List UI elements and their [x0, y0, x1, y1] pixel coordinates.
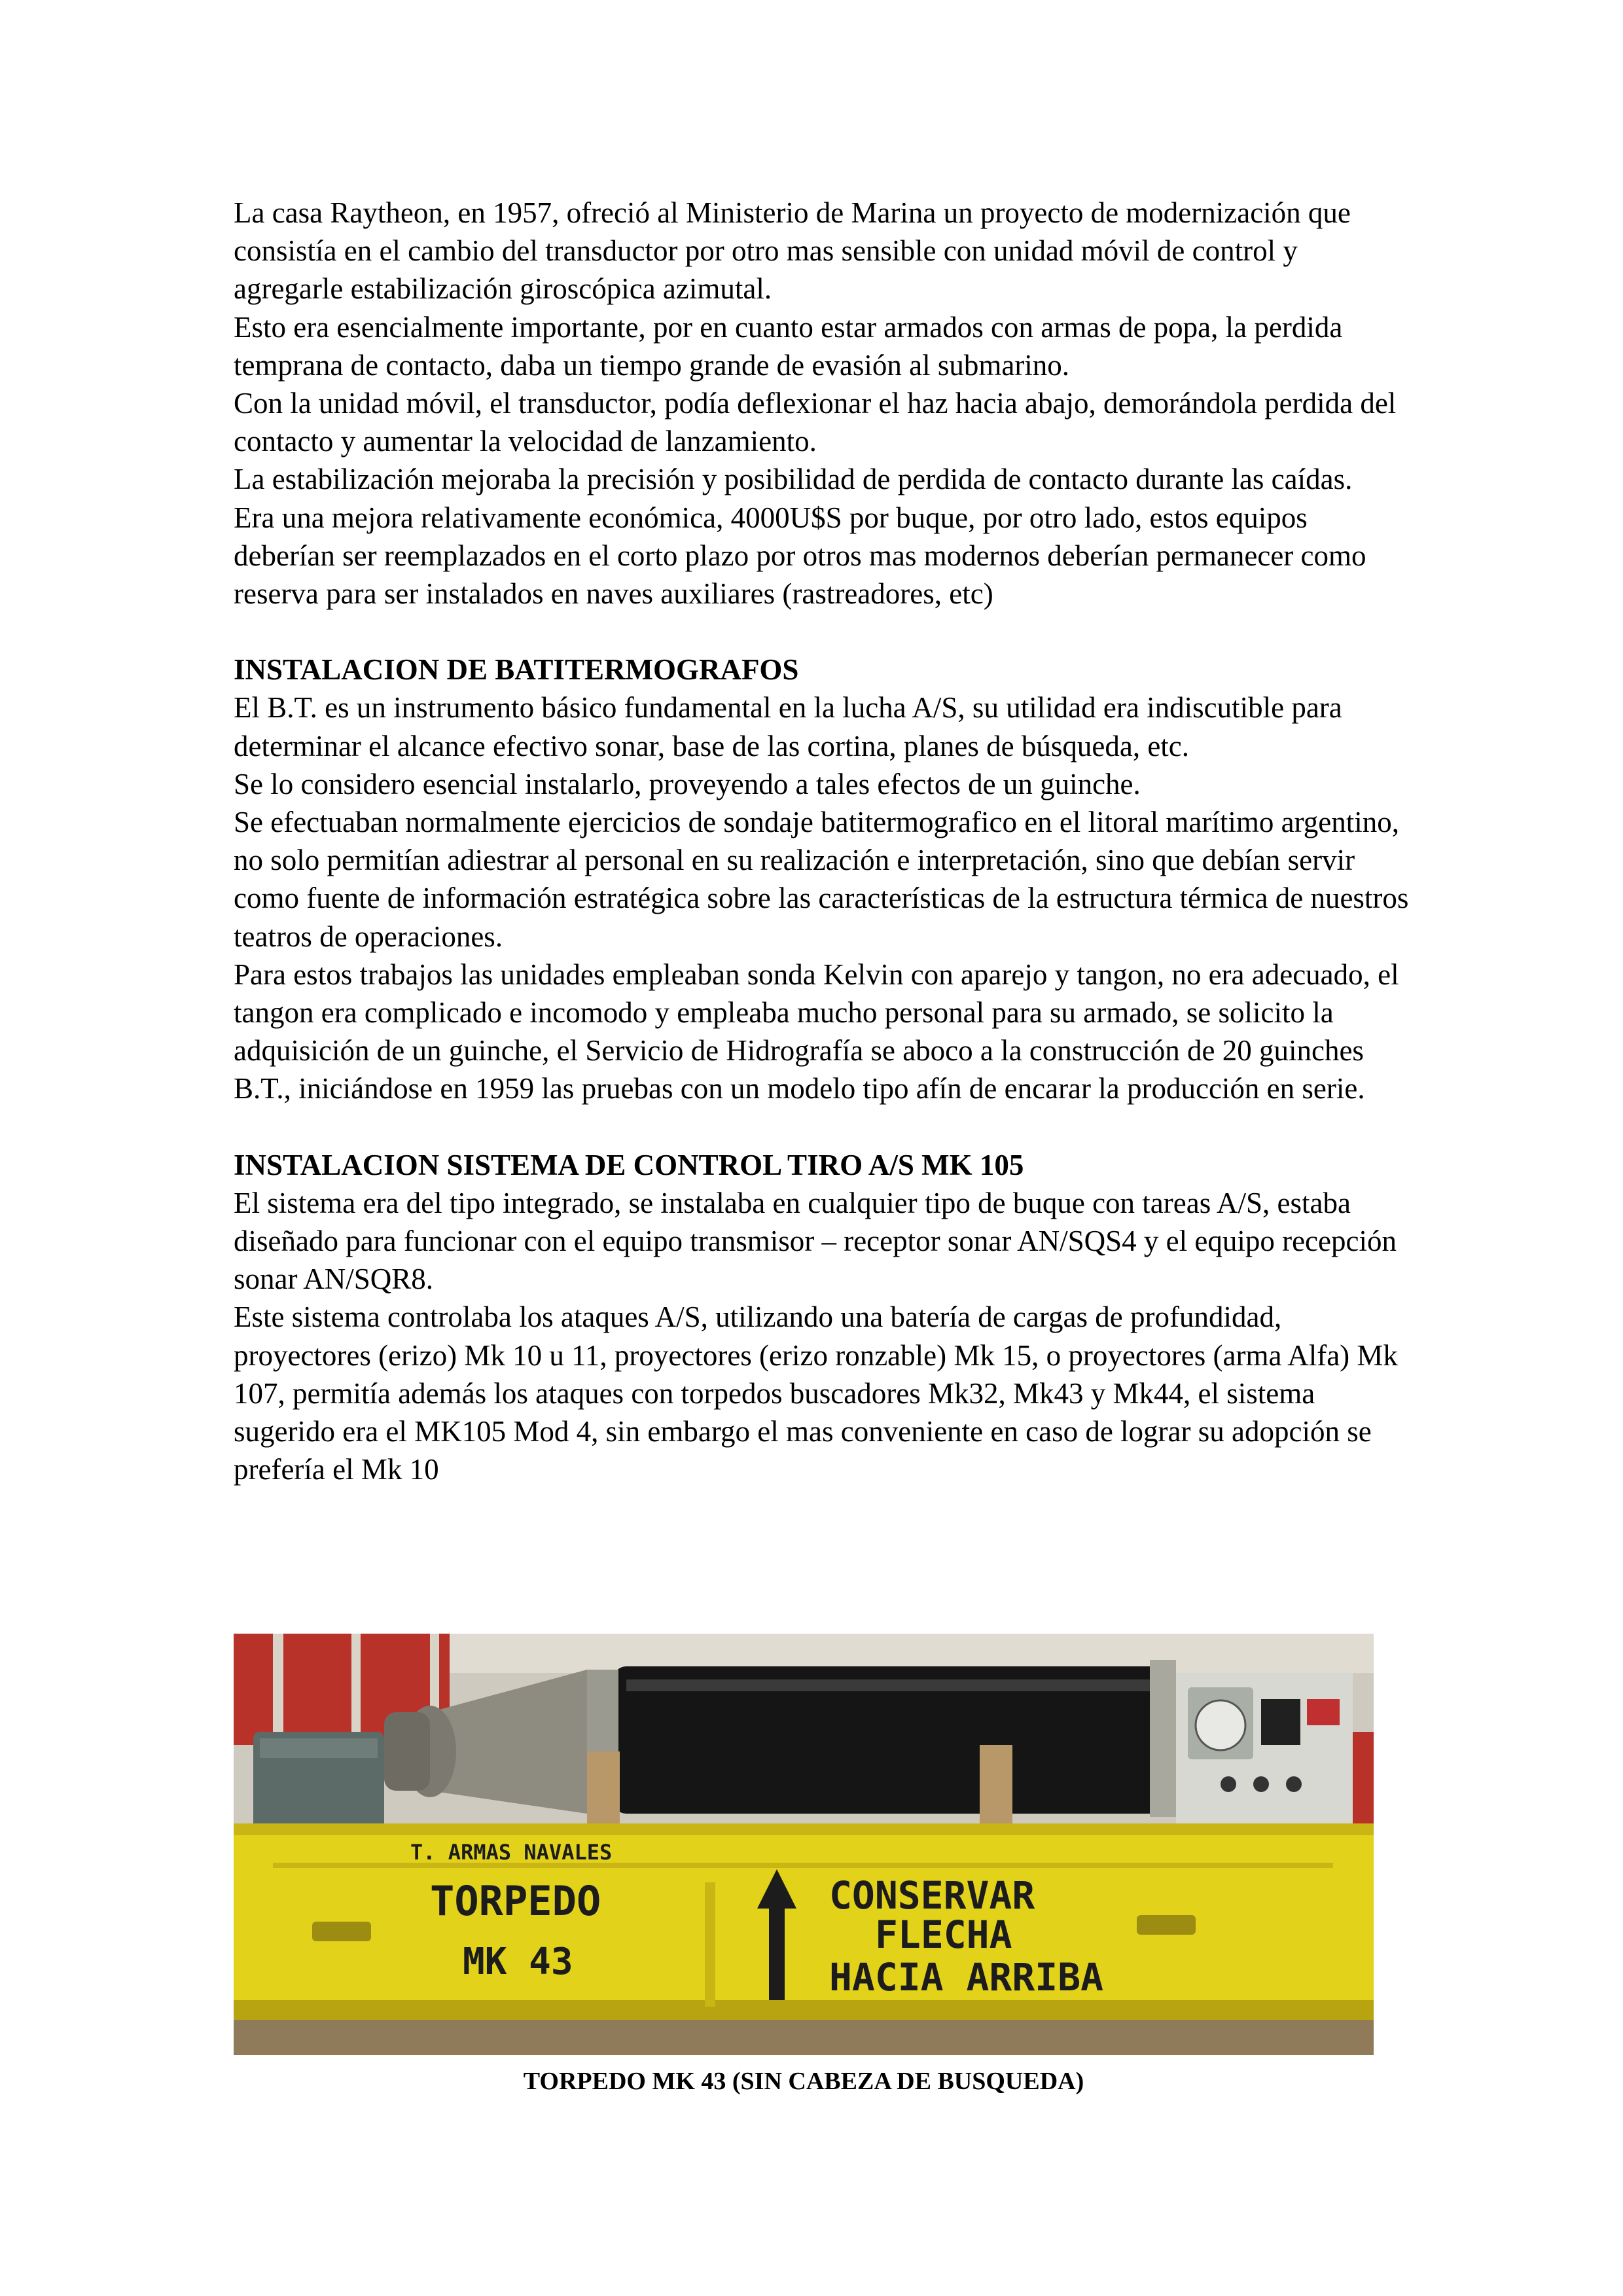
paragraph: El B.T. es un instrumento básico fundamental en la lucha A/S, su utilidad era indiscutible para determinar el alcance efectivo sonar, base de las cortina, planes de búsqueda, etc.	[234, 691, 1342, 762]
paragraph: La estabilización mejoraba la precisión y posibilidad de perdida de contacto durante las caídas.	[234, 463, 1353, 496]
crate-stencil-top: T. ARMAS NAVALES	[410, 1840, 613, 1865]
section-heading-batitermografos: INSTALACION DE BATITERMOGRAFOS	[234, 653, 799, 687]
crate-stencil-conservar: CONSERVAR	[829, 1873, 1035, 1918]
paragraph: Era una mejora relativamente económica, 4000U$S por buque, por otro lado, estos equipos deberían ser reemplazados en el corto plazo por otros mas modernos deberían permanecer como reserva para ser instalados en naves auxiliares (rastreadores, etc)	[234, 501, 1366, 611]
paragraph: Se efectuaban normalmente ejercicios de sondaje batitermografico en el litoral marítimo argentino, no solo permitían adiestrar al personal en su realización e interpretación, sino que debían servir como fuente de información estratégica sobre las características de la estructura térmica de nuestros teatros de operaciones.	[234, 806, 1409, 953]
paragraph: El sistema era del tipo integrado, se instalaba en cualquier tipo de buque con tareas A/S, estaba diseñado para funcionar con el equipo transmisor – receptor sonar AN/SQS4 y el equipo recepción sonar AN/SQR8.	[234, 1186, 1397, 1296]
paragraph: Para estos trabajos las unidades empleaban sonda Kelvin con aparejo y tangon, no era adecuado, el tangon era complicado e incomodo y empleaba mucho personal para su armado, se solicito la adquisición de un guinche, el Servicio de Hidrografía se aboco a la construcción de 20 guinches B.T., iniciándose en 1959 las pruebas con un modelo tipo afín de encarar la producción en serie.	[234, 958, 1399, 1105]
crate-stencil-torpedo: TORPEDO	[430, 1877, 601, 1925]
crate-stencil-mk43: MK 43	[463, 1941, 573, 1983]
paragraph: Con la unidad móvil, el transductor, podía deflexionar el haz hacia abajo, demorándola perdida del contacto y aumentar la velocidad de lanzamiento.	[234, 387, 1397, 458]
crate-stencil-flecha: FLECHA	[875, 1912, 1012, 1957]
paragraph: La casa Raytheon, en 1957, ofreció al Ministerio de Marina un proyecto de modernización que consistía en el cambio del transductor por otro mas sensible con unidad móvil de control y agregarle estabilización giroscópica azimutal.	[234, 196, 1351, 306]
paragraph: Se lo considero esencial instalarlo, proveyendo a tales efectos de un guinche.	[234, 767, 1141, 800]
section-heading-mk105: INSTALACION SISTEMA DE CONTROL TIRO A/S MK 105	[234, 1148, 1024, 1181]
body-text	[234, 194, 1412, 1489]
paragraph: Esto era esencialmente importante, por en cuanto estar armados con armas de popa, la perdida temprana de contacto, daba un tiempo grande de evasión al submarino.	[234, 310, 1343, 382]
torpedo-photo	[234, 1634, 1374, 2055]
crate-stencil-hacia-arriba: HACIA ARRIBA	[829, 1955, 1104, 2000]
paragraph: Este sistema controlaba los ataques A/S, utilizando una batería de cargas de profundidad, proyectores (erizo) Mk 10 u 11, proyectores (erizo ronzable) Mk 15, o proyectores (arma Alfa) Mk 107, permitía además los ataques con torpedos buscadores Mk32, Mk43 y Mk44, el sistema sugerido era el MK105 Mod 4, sin embargo el mas conveniente en caso de lograr su adopción se prefería el Mk 10	[234, 1300, 1398, 1486]
photo-caption: TORPEDO MK 43 (SIN CABEZA DE BUSQUEDA)	[523, 2068, 1084, 2095]
